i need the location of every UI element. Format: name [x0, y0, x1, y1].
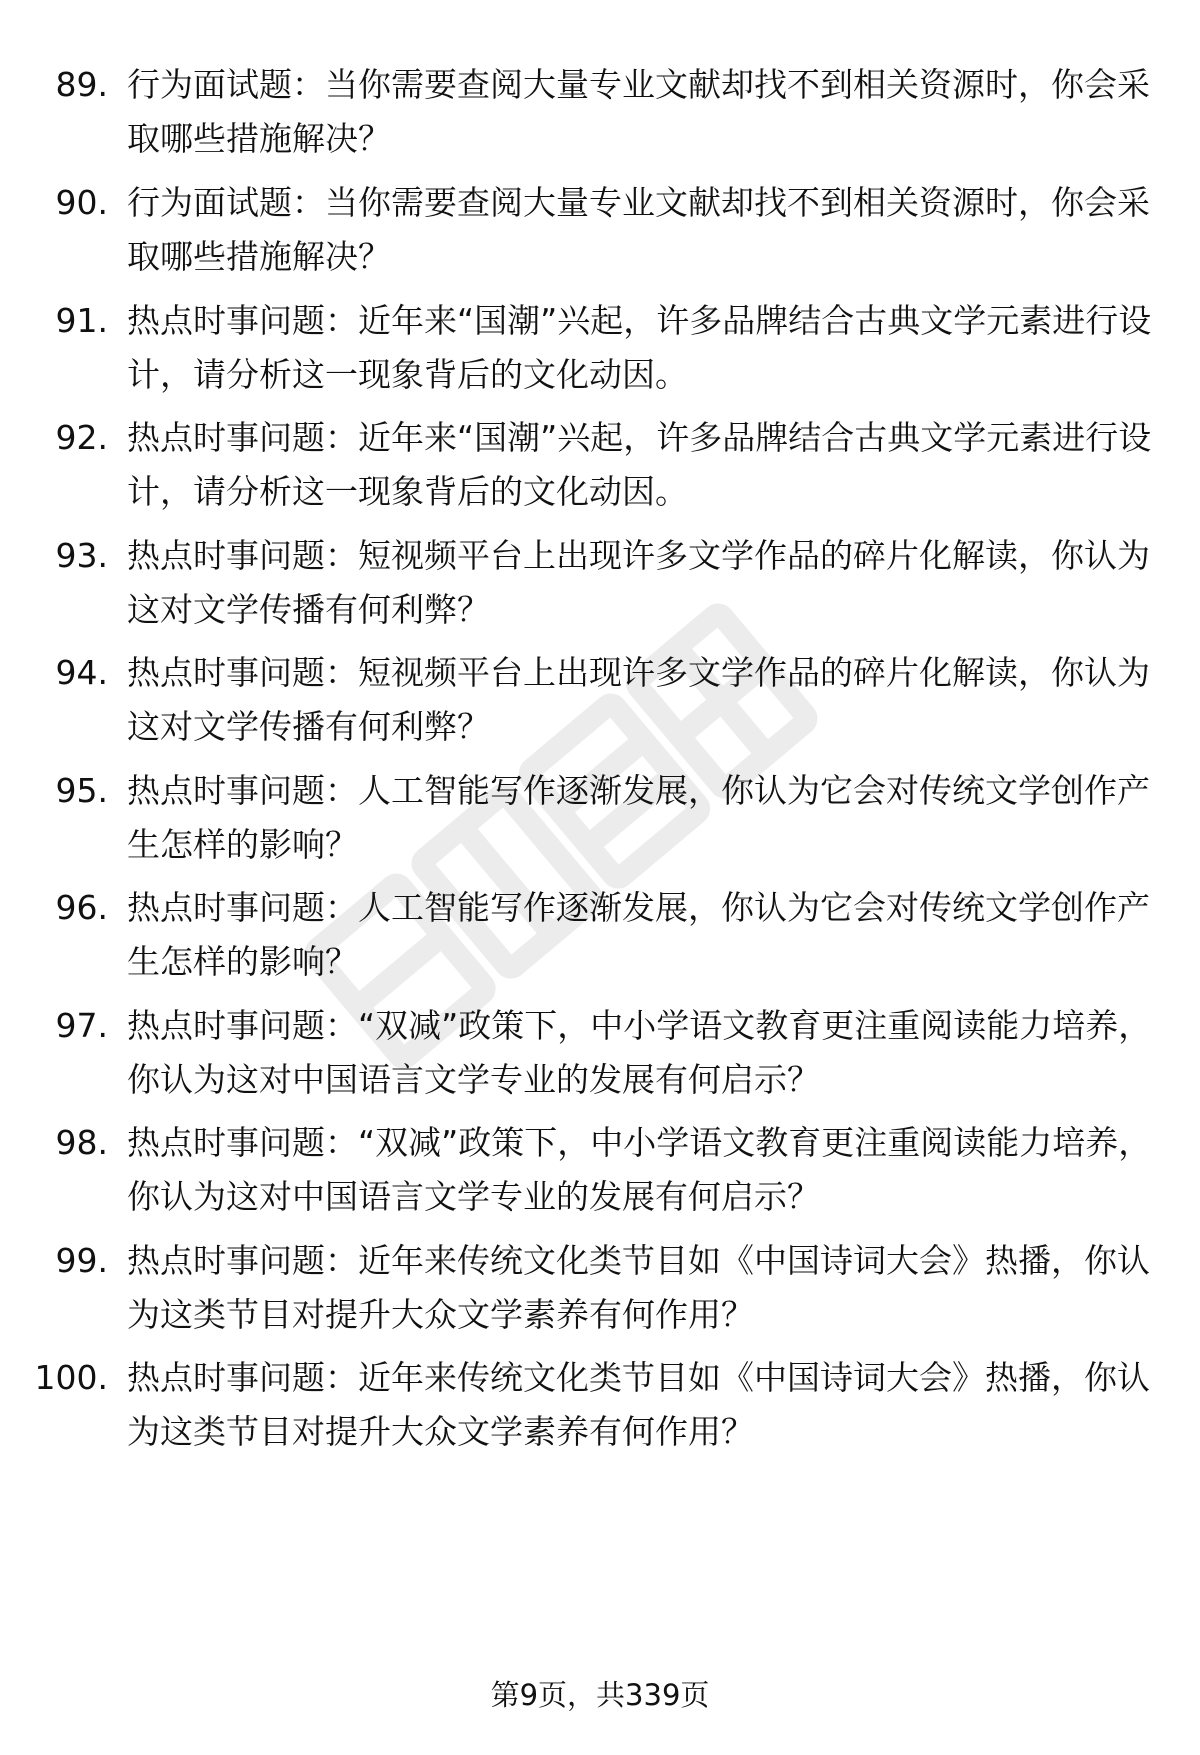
question-number: 100.	[34, 1358, 108, 1397]
question-text: 热点时事问题：短视频平台上出现许多文学作品的碎片化解读，你认为这对文学传播有何利弊？	[127, 536, 1150, 629]
question-number: 91.	[55, 301, 108, 340]
question-text: 热点时事问题：人工智能写作逐渐发展，你认为它会对传统文学创作产生怎样的影响？	[127, 771, 1150, 864]
question-text: 热点时事问题：短视频平台上出现许多文学作品的碎片化解读，你认为这对文学传播有何利弊？	[127, 653, 1150, 746]
question-item	[0, 646, 1200, 756]
question-item	[0, 1116, 1200, 1226]
page-number: 第9页，共339页	[490, 1678, 710, 1712]
question-item	[0, 58, 1200, 168]
question-number: 89.	[55, 65, 108, 104]
question-text: 热点时事问题：人工智能写作逐渐发展，你认为它会对传统文学创作产生怎样的影响？	[127, 888, 1150, 981]
question-item	[0, 881, 1200, 991]
question-text: 热点时事问题：“双减”政策下，中小学语文教育更注重阅读能力培养，你认为这对中国语言文学专业的发展有何启示？	[127, 1123, 1152, 1216]
question-item	[0, 1351, 1200, 1461]
question-text: 热点时事问题：近年来“国潮”兴起，许多品牌结合古典文学元素进行设计，请分析这一现象背后的文化动因。	[127, 418, 1152, 511]
question-text: 行为面试题：当你需要查阅大量专业文献却找不到相关资源时，你会采取哪些措施解决？	[127, 65, 1150, 158]
question-item	[0, 294, 1200, 404]
question-item	[0, 999, 1200, 1109]
question-number: 94.	[55, 653, 108, 692]
question-number: 92.	[55, 418, 108, 457]
question-number: 95.	[55, 771, 108, 810]
question-number: 99.	[55, 1241, 108, 1280]
question-text: 行为面试题：当你需要查阅大量专业文献却找不到相关资源时，你会采取哪些措施解决？	[127, 183, 1150, 276]
question-number: 96.	[55, 888, 108, 927]
question-text: 热点时事问题：近年来“国潮”兴起，许多品牌结合古典文学元素进行设计，请分析这一现象背后的文化动因。	[127, 301, 1152, 394]
question-number: 98.	[55, 1123, 108, 1162]
question-item	[0, 1234, 1200, 1344]
question-item	[0, 764, 1200, 874]
question-text: 热点时事问题：“双减”政策下，中小学语文教育更注重阅读能力培养，你认为这对中国语言文学专业的发展有何启示？	[127, 1006, 1152, 1099]
question-item	[0, 411, 1200, 521]
question-item	[0, 529, 1200, 639]
question-item	[0, 176, 1200, 286]
question-text: 热点时事问题：近年来传统文化类节目如《中国诗词大会》热播，你认为这类节目对提升大众文学素养有何作用？	[127, 1358, 1150, 1451]
question-number: 90.	[55, 183, 108, 222]
question-text: 热点时事问题：近年来传统文化类节目如《中国诗词大会》热播，你认为这类节目对提升大众文学素养有何作用？	[127, 1241, 1150, 1334]
question-number: 93.	[55, 536, 108, 575]
question-number: 97.	[55, 1006, 108, 1045]
